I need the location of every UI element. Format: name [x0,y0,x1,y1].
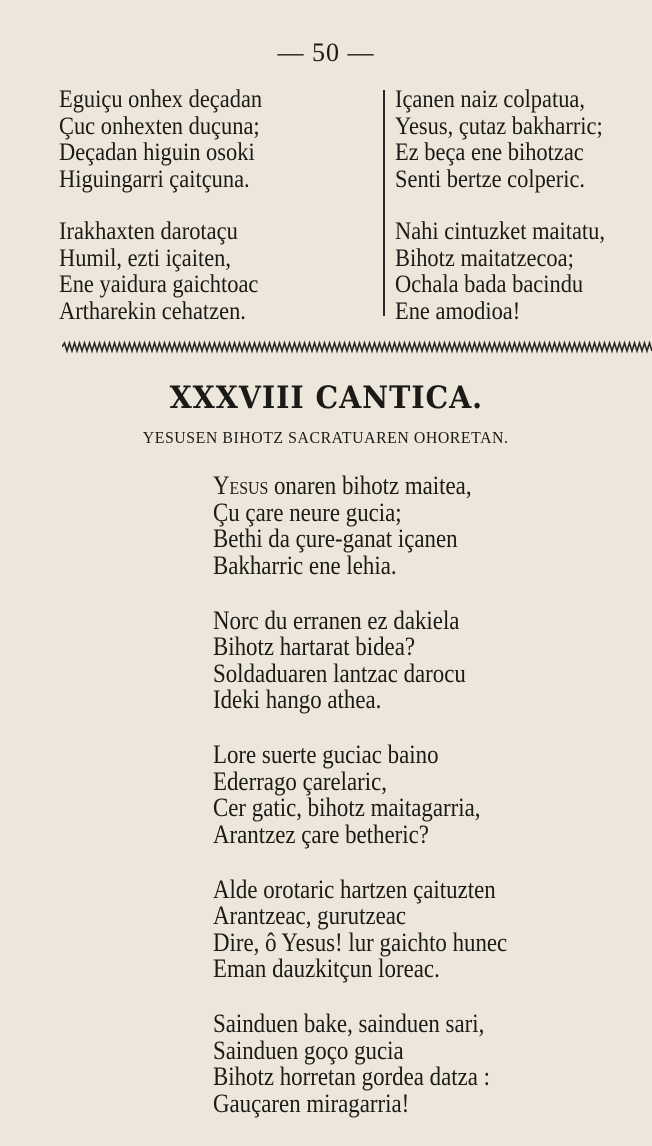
verse-line: Cer gatic, bihotz maitagarria, [213,793,481,822]
right-column [395,86,605,350]
verse-line: Içanen naiz colpatua, [395,84,586,113]
verse-line: Çu çare neure gucia; [213,497,402,527]
line-rest: onaren bihotz maitea, [268,471,472,500]
stanza [395,86,605,192]
verse-line: Gauçaren miragarria! [213,1088,410,1118]
stanza [59,86,262,192]
verse-line: Ene amodioa! [395,295,521,325]
verse-line: Nahi cintuzket maitatu, [395,216,606,245]
verse-line: Senti bertze colperic. [395,163,586,193]
section-subtitle-text: YESUSEN BIHOTZ SACRATUAREN OHORETAN. [143,428,509,447]
verse-line: Lore suerte guciac baino [213,740,439,769]
initial-word: Yesus [213,471,269,500]
verse-line: Ederrago çarelaric, [213,766,388,796]
stanza [213,605,507,714]
verse-line: Bethi da çure-ganat içanen [213,524,458,553]
stanza [213,473,507,579]
verse-line: Higuingarri çaitçuna. [59,163,250,193]
verse-line [213,473,507,500]
stanza [59,218,262,324]
verse-line: Çuc onhexten duçuna; [59,110,260,140]
verse-line: Eman dauzkitçun loreac. [213,954,440,983]
verse-line: Eguiçu onhex deçadan [59,84,263,113]
verse-line: Ochala bada bacindu [395,269,584,298]
verse-line: Ene yaidura gaichtoac [59,269,259,298]
verse-line: Irakhaxten darotaçu [59,216,238,245]
left-column [59,86,262,350]
verse-line: Arantzeac, gurutzeac [213,901,407,930]
verse-line: Norc du erranen ez dakiela [213,605,460,635]
verse-line: Deçadan higuin osoki [59,137,255,166]
verse-line: Artharekin cehatzen. [59,295,246,325]
verse-line: Soldaduaren lantzac darocu [213,658,466,688]
stanza [213,1011,507,1117]
section-subtitle [0,428,652,448]
poem [213,473,507,1146]
verse-line: Ez beça ene bihotzac [395,137,584,166]
verse-line: Bihotz horretan gordea datza : [213,1062,490,1091]
stanza [213,742,507,848]
section-title [0,380,652,416]
wavy-divider-rule [62,340,652,354]
verse-line: Sainduen bake, sainduen sari, [213,1009,485,1038]
verse-line: Alde orotaric hartzen çaituzten [213,874,496,904]
stanza [395,218,605,324]
verse-line: Arantzez çare betheric? [213,819,429,849]
verse-line: Bakharric ene lehia. [213,550,397,580]
verse-line: Humil, ezti içaiten, [59,242,231,272]
column-divider [383,90,385,316]
verse-line: Dire, ô Yesus! lur gaichto hunec [213,927,508,957]
verse-line: Sainduen goço gucia [213,1035,404,1065]
verse-line: Bihotz maitatzecoa; [395,242,574,272]
page-number: — 50 — [277,38,375,67]
verse-line: Ideki hango athea. [213,685,382,714]
verse-line: Bihotz hartarat bidea? [213,632,416,661]
verse-line: Yesus, çutaz bakharric; [395,110,603,140]
section-title-text: XXXVIII CANTICA. [169,380,483,416]
stanza [213,874,508,983]
